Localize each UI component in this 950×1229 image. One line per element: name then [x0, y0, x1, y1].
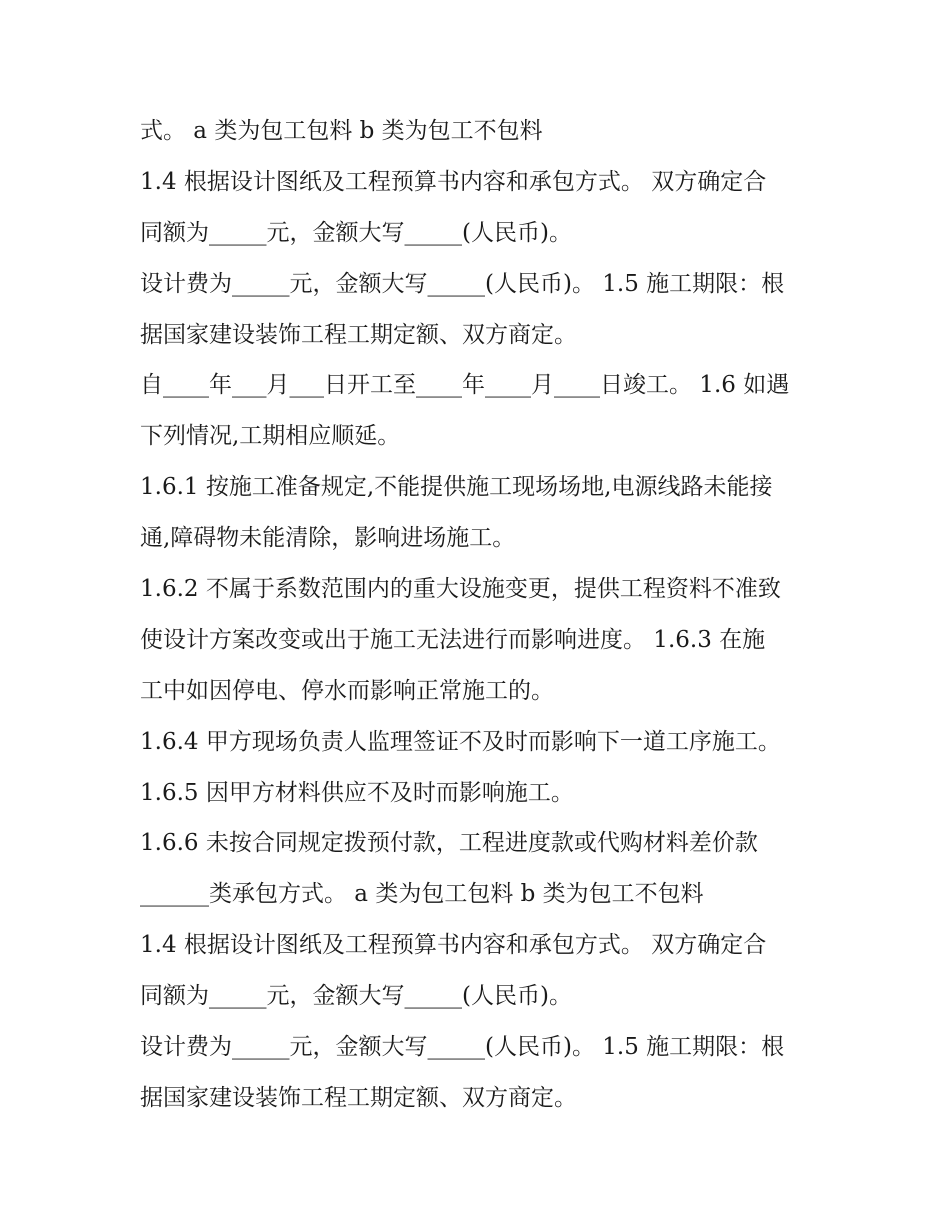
text-line: 1.6.6 未按合同规定拨预付款，工程进度款或代购材料差价款: [140, 830, 758, 857]
text-line: 通,障碍物未能清除，影响进场施工。: [140, 525, 516, 552]
text-line: 使设计方案改变或出于施工无法进行而影响进度。 1.6.3 在施: [140, 626, 766, 653]
text-line: 式。 a 类为包工包料 b 类为包工不包料: [140, 118, 543, 144]
text-line: 1.4 根据设计图纸及工程预算书内容和承包方式。 双方确定合: [140, 932, 767, 959]
text-line: 自____年___月___日开工至____年____月____日竣工。 1.6 如遇: [140, 372, 790, 399]
text-line: 设计费为_____元，金额大写_____(人民币)。 1.5 施工期限：根: [140, 270, 785, 297]
contract-text-body: [140, 106, 820, 1124]
text-line: 工中如因停电、停水而影响正常施工的。: [140, 677, 554, 704]
text-line: 据国家建设装饰工程工期定额、双方商定。: [140, 321, 577, 348]
text-line: 同额为_____元，金额大写_____(人民币)。: [140, 219, 572, 246]
text-line: 1.6.2 不属于系数范围内的重大设施变更，提供工程资料不准致: [140, 576, 781, 603]
text-line: 1.6.1 按施工准备规定,不能提供施工现场场地,电源线路未能接: [140, 474, 773, 501]
text-line: 同额为_____元，金额大写_____(人民币)。: [140, 983, 572, 1010]
text-line: 设计费为_____元，金额大写_____(人民币)。 1.5 施工期限：根: [140, 1034, 785, 1061]
text-line: 下列情况,工期相应顺延。: [140, 423, 401, 450]
text-line: 1.6.5 因甲方材料供应不及时而影响施工。: [140, 779, 574, 806]
text-line: 据国家建设装饰工程工期定额、双方商定。: [140, 1084, 577, 1111]
text-line: 1.4 根据设计图纸及工程预算书内容和承包方式。 双方确定合: [140, 168, 767, 195]
text-line: ______类承包方式。 a 类为包工包料 b 类为包工不包料: [140, 881, 704, 908]
text-line: 1.6.4 甲方现场负责人监理签证不及时而影响下一道工序施工。: [140, 728, 781, 755]
